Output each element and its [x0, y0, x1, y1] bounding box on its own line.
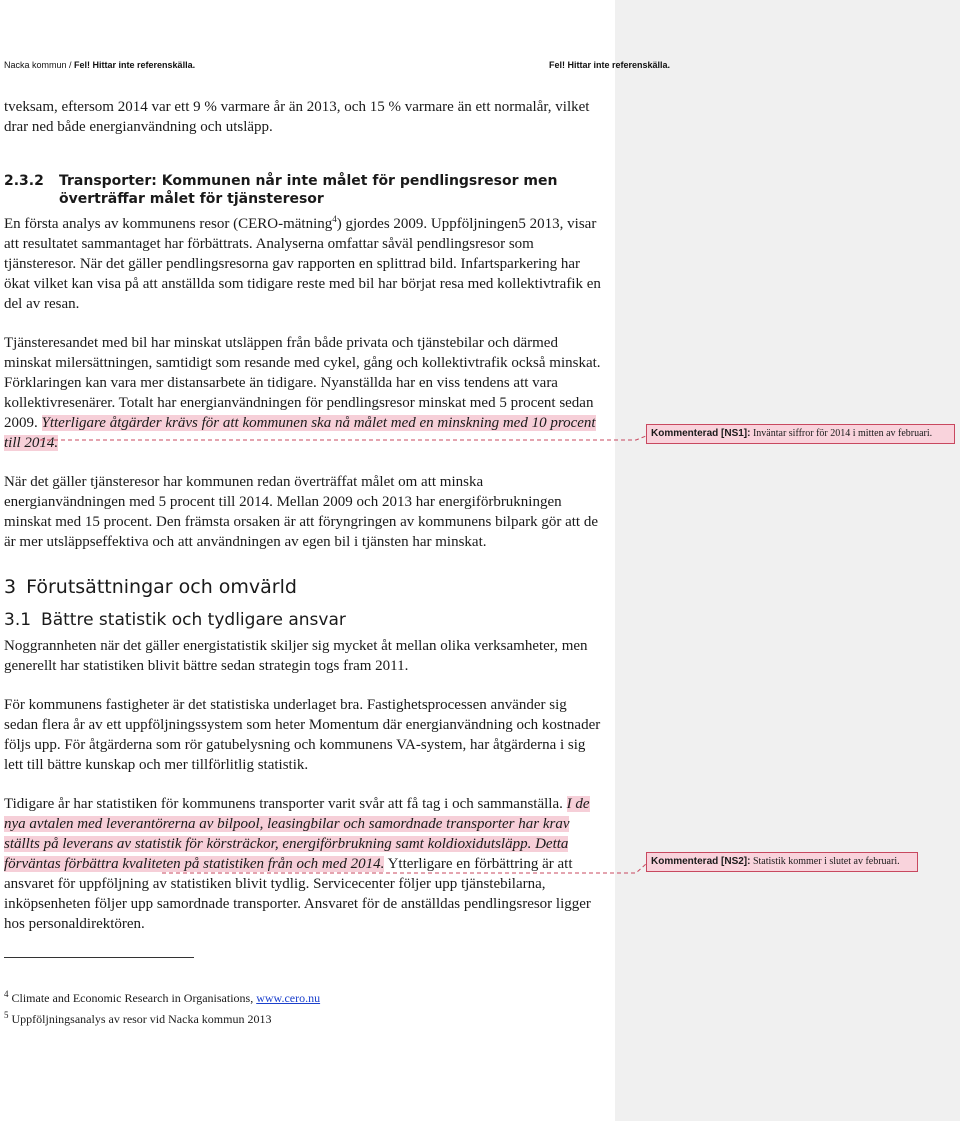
paragraph-transporter — [4, 794, 602, 934]
header-left — [4, 60, 195, 70]
heading-2-3-2 — [4, 172, 602, 208]
header-ref-error-right: Fel! Hittar inte referenskälla. — [549, 60, 671, 70]
comment-ns1[interactable] — [646, 424, 955, 444]
footnote-text: Climate and Economic Research in Organisations, — [8, 991, 257, 1005]
footnote-4 — [4, 991, 320, 1005]
footnote-text: Uppföljningsanalys av resor vid Nacka kommun 2013 — [8, 1012, 272, 1026]
comment-ns2[interactable] — [646, 852, 918, 872]
paragraph-text-b: Ytterligare en förbättring är att ansvaret för uppföljning av statistiken blivit tydlig. Servicecenter följer upp tjänstebilarna, inköpsenheten följer upp samordnade transporter. Ansvaret för de anställdas pendlingsresor ligger hos personaldirektören. — [4, 856, 591, 932]
paragraph-text: Tjänsteresandet med bil har minskat utsläppen från både privata och tjänstebilar och därmed minskat milersättningen, samtidigt som resande med cykel, gång och kollektivtrafik också minskat. Förklaringen kan vara mer distansarbete än tidigare. Nyanställda har en viss tendens att vara kollektivresenärer. Totalt har energianvändningen för pendlingsresor minskat med 5 procent sedan 2009. — [4, 335, 601, 431]
paragraph-text-a: Tidigare år har statistiken för kommunens transporter varit svår att få tag i och sammanställa. — [4, 796, 567, 812]
footnote-number: 4 — [4, 989, 9, 999]
header-right — [549, 60, 670, 70]
paragraph-fastigheter: För kommunens fastigheter är det statistiska underlaget bra. Fastighetsprocessen använder sig sedan flera år av ett uppföljningssystem som heter Momentum där energianvändning och kostnader följs upp. För åtgärderna som rör gatubelysning och kommunens VA-system, har åtgärderna i sig lett till bättre kunskap och mer tillförlitlig statistik. — [4, 697, 601, 773]
paragraph-tjansteresor-mal: När det gäller tjänsteresor har kommunen redan överträffat målet om att minska energianvändningen med 5 procent till 2014. Mellan 2009 och 2013 har energiförbrukningen minskat med 15 procent. Den främsta orsaken är att föryngringen av kommunens bilpark gör att de är mer utsläppseffektiva och att användningen av egen bil i tjänsten har minskat. — [4, 474, 598, 550]
comment-highlight-ns1[interactable]: Ytterligare åtgärder krävs för att kommunen ska nå målet med en minskning med 10 procent till 2014. — [4, 415, 596, 451]
paragraph-noggrannhet: Noggrannheten när det gäller energistatistik skiljer sig mycket åt mellan olika verksamheter, men generellt har statistiken blivit bättre sedan strategin togs fram 2011. — [4, 638, 588, 674]
intro-line-1: tveksam, eftersom 2014 var ett 9 % varmare år än 2013, och 15 % varmare än ett normalår, vilket — [4, 99, 590, 115]
comment-label: Kommenterad [NS2]: — [651, 856, 751, 867]
paragraph-cero — [4, 214, 602, 314]
heading-title: Bättre statistik och tydligare ansvar — [41, 610, 346, 630]
heading-title: Transporter: Kommunen når inte målet för pendlingsresor men överträffar målet för tjänsteresor — [59, 173, 558, 207]
footnote-5 — [4, 1012, 271, 1026]
heading-title: Förutsättningar och omvärld — [26, 576, 297, 598]
paragraph-cero-text-b: ) gjordes 2009. Uppföljningen5 2013, visar att resultatet sammantaget har förbättrats. Analyserna omfattar såväl pendlingsresor som tjänsteresor. När det gäller pendlingsresorna gav rapporten en splittrad bild. Infartsparkering har ökat vilket kan visa på att anställda som tidigare reste med bil har börjat resa med kollektivtrafik en del av resan. — [4, 216, 601, 312]
heading-3 — [4, 575, 602, 599]
paragraph-tjansteresor-bil — [4, 333, 602, 453]
comment-margin — [615, 0, 960, 1121]
heading-number: 3 — [4, 576, 17, 598]
footnote-number: 5 — [4, 1010, 9, 1020]
header-org: Nacka kommun / — [4, 60, 75, 70]
heading-number: 2.3.2 — [4, 173, 44, 189]
footnote-link[interactable]: www.cero.nu — [256, 991, 321, 1005]
comment-highlight-ns2[interactable]: I de nya avtalen med leverantörerna av bilpool, leasingbilar och samordnade transporter har krav ställts på leverans av statistik för körsträckor, energiförbrukning samt koldioxidutsläpp. Detta förväntas förbättra kvaliteten på statistiken från och med 2014. — [4, 796, 590, 872]
comment-text: Inväntar siffror för 2014 i mitten av februari. — [750, 428, 933, 439]
heading-3-1 — [4, 609, 602, 631]
comment-label: Kommenterad [NS1]: — [651, 428, 751, 439]
heading-number: 3.1 — [4, 610, 32, 630]
document-body — [4, 97, 602, 934]
paragraph-cero-text-a: En första analys av kommunens resor (CERO-mätning — [4, 216, 333, 232]
intro-line-2: drar ned både energianvändning och utsläpp. — [4, 119, 273, 135]
footnote-ref-4[interactable]: 4 — [332, 214, 337, 224]
footnote-separator — [4, 957, 194, 958]
header-ref-error-left: Fel! Hittar inte referenskälla. — [74, 60, 196, 70]
comment-text: Statistik kommer i slutet av februari. — [750, 856, 900, 867]
